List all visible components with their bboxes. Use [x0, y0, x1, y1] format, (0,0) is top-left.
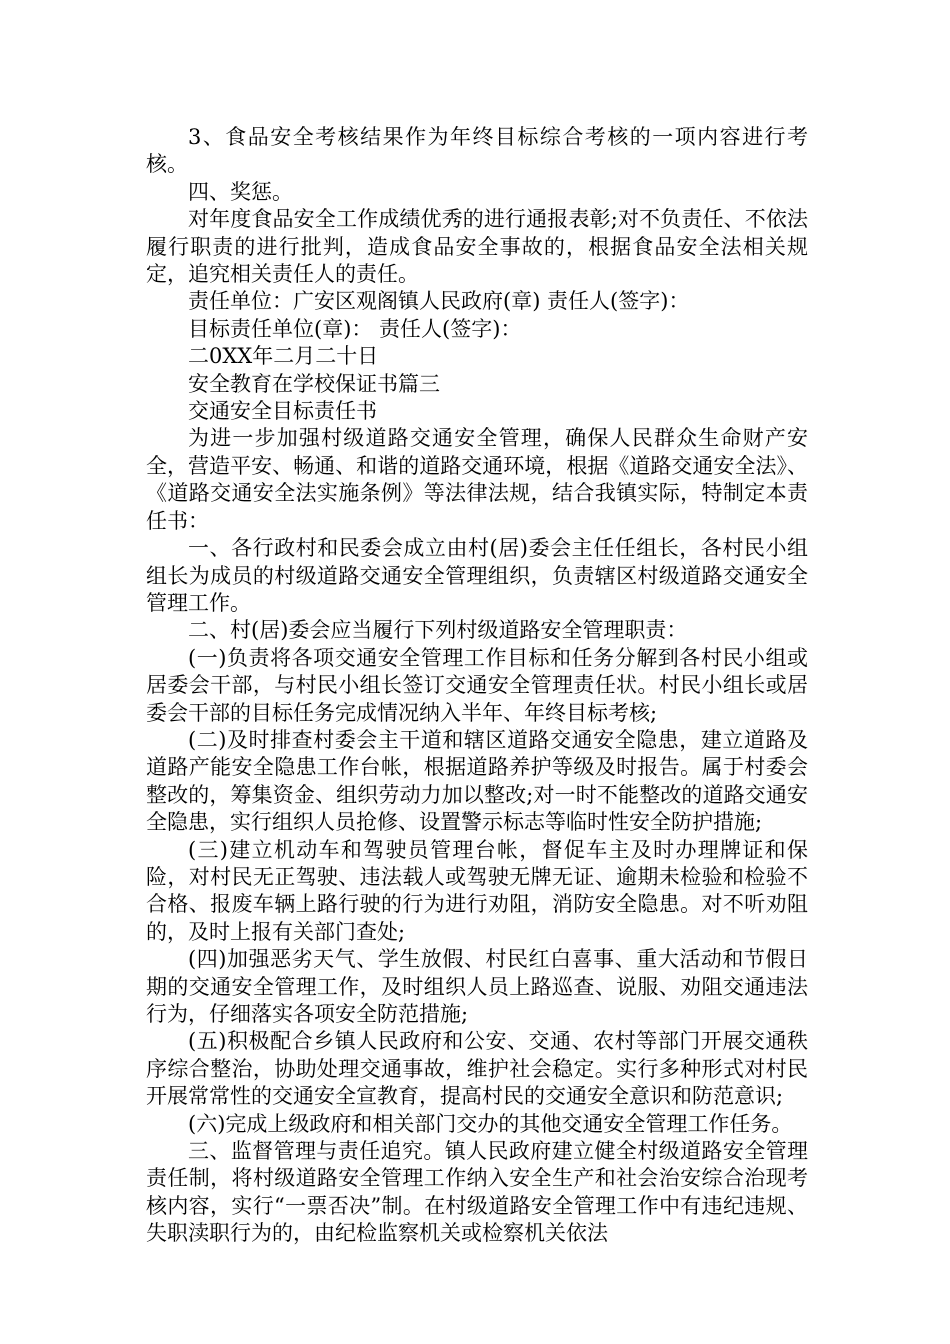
paragraph-2: 四、奖惩。 — [188, 179, 293, 204]
paragraph-17: (六)完成上级政府和相关部门交办的其他交通安全管理工作任务。 — [188, 1111, 793, 1136]
paragraph-16: (五)积极配合乡镇人民政府和公安、交通、农村等部门开展交通秩序综合整治，协助处理交通事故，维护社会稳定。实行多种形式对村民开展常常性的交通安全宣教育，提高村民的交通安全意识和防范意识; — [146, 1029, 808, 1109]
paragraph-5: 目标责任单位(章)： 责任人(签字)： — [188, 316, 522, 341]
paragraph-3: 对年度食品安全工作成绩优秀的进行通报表彰;对不负责任、不依法履行职责的进行批判，造成食品安全事故的，根据食品安全法相关规定，追究相关责任人的责任。 — [146, 207, 808, 287]
paragraph-1: 3、食品安全考核结果作为年终目标综合考核的一项内容进行考核。 — [146, 125, 808, 177]
section-heading: 安全教育在学校保证书篇三 — [188, 371, 440, 396]
paragraph-12: (一)负责将各项交通安全管理工作目标和任务分解到各村民小组或居委会干部，与村民小组长签订交通安全管理责任状。村民小组长或居委会干部的目标任务完成情况纳入半年、年终目标考核; — [146, 645, 808, 725]
document-body — [146, 124, 808, 1248]
paragraph-15: (四)加强恶劣天气、学生放假、村民红白喜事、重大活动和节假日期的交通安全管理工作，及时组织人员上路巡查、说服、劝阻交通违法行为，仔细落实各项安全防范措施; — [146, 947, 808, 1026]
paragraph-4: 责任单位：广安区观阁镇人民政府(章) 责任人(签字)： — [188, 289, 690, 314]
paragraph-18: 三、监督管理与责任追究。镇人民政府建立健全村级道路安全管理责任制，将村级道路安全管理工作纳入安全生产和社会治安综合治现考核内容，实行“一票否决”制。在村级道路安全管理工作中有违纪违规、失职渎职行为的，由纪检监察机关或检察机关依法 — [146, 1139, 808, 1246]
paragraph-10: 一、各行政村和民委会成立由村(居)委会主任任组长，各村民小组组长为成员的村级道路交通安全管理组织，负责辖区村级道路交通安全管理工作。 — [146, 536, 808, 615]
paragraph-11: 二、村(居)委会应当履行下列村级道路安全管理职责： — [188, 618, 688, 643]
document-title: 交通安全目标责任书 — [188, 399, 377, 424]
date-line: 二0XX年二月二十日 — [188, 344, 379, 369]
paragraph-9: 为进一步加强村级道路交通安全管理，确保人民群众生命财产安全，营造平安、畅通、和谐的道路交通环境，根据《道路交通安全法》、《道路交通安全法实施条例》等法律法规，结合我镇实际，特制定本责任书： — [146, 426, 808, 533]
paragraph-14: (三)建立机动车和驾驶员管理台帐，督促车主及时办理牌证和保险，对村民无正驾驶、违法载人或驾驶无牌无证、逾期未检验和检验不合格、报废车辆上路行驶的行为进行劝阻，消防安全隐患。对不听劝阻的，及时上报有关部门查处; — [146, 837, 808, 944]
paragraph-13: (二)及时排查村委会主干道和辖区道路交通安全隐患，建立道路及道路产能安全隐患工作台帐，根据道路养护等级及时报告。属于村委会整改的，筹集资金、组织劳动力加以整改;对一时不能整改的道路交通安全隐患，实行组织人员抢修、设置警示标志等临时性安全防护措施; — [146, 727, 808, 835]
